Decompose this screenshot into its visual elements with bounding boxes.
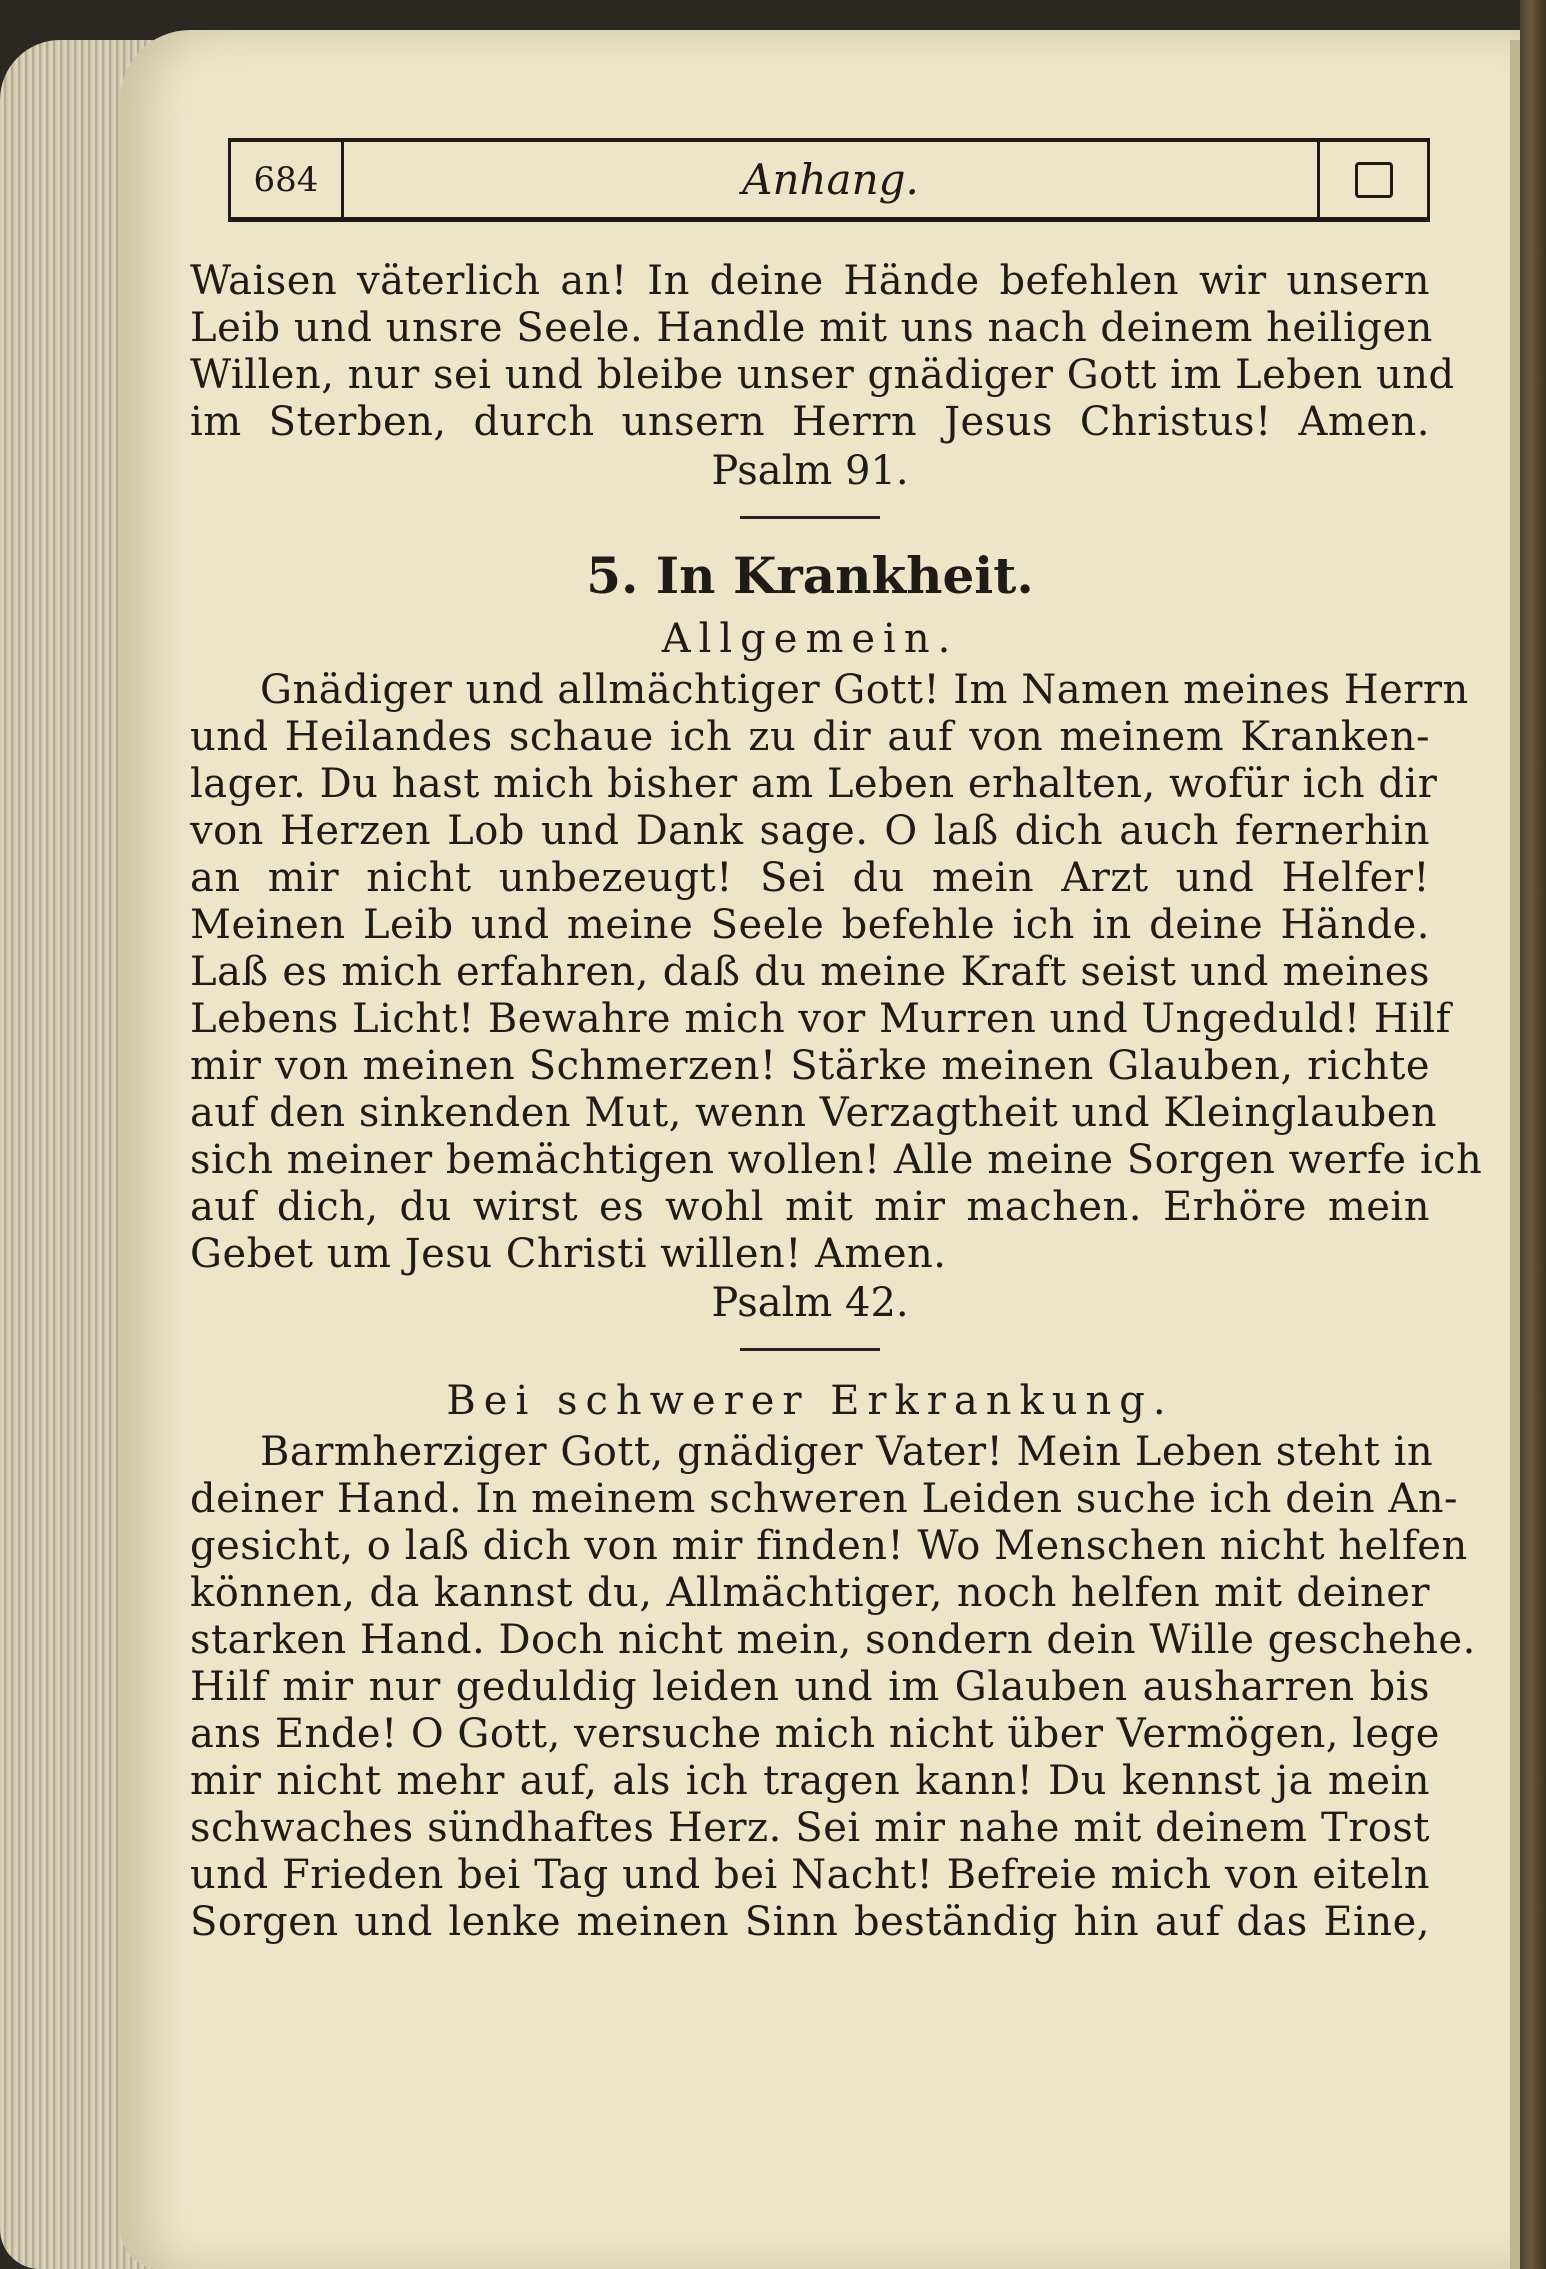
book-binding (1520, 0, 1546, 2269)
text-line: gesicht, o laß dich von mir finden! Wo Menschen nicht helfen (190, 1523, 1468, 1569)
divider (740, 1348, 880, 1351)
text-line: ans Ende! O Gott, versuche mich nicht über Vermögen, lege (190, 1711, 1440, 1757)
psalm-reference-1: Psalm 91. (711, 448, 909, 494)
text-line: an mir nicht unbezeugt! Sei du mein Arzt und Helfer! (190, 855, 1430, 901)
divider (740, 516, 880, 519)
text-line: Meinen Leib und meine Seele befehle ich in deine Hände. (190, 902, 1430, 948)
text-line: und Frieden bei Tag und bei Nacht! Befreie mich von eiteln (190, 1852, 1430, 1898)
running-header (228, 138, 1430, 222)
text-line: im Sterben, durch unsern Herrn Jesus Christus! Amen. (190, 399, 1430, 445)
text-line: lager. Du hast mich bisher am Leben erhalten, wofür ich dir (190, 761, 1438, 807)
text-line: Gebet um Jesu Christi willen! Amen. (190, 1231, 947, 1277)
text-line: deiner Hand. In meinem schweren Leiden suche ich dein An- (190, 1476, 1458, 1522)
text-line: Lebens Licht! Bewahre mich vor Murren und Ungeduld! Hilf (190, 996, 1451, 1042)
text-line: Waisen väterlich an! In deine Hände befehlen wir unsern (190, 258, 1430, 304)
square-symbol-icon (1355, 162, 1393, 198)
subheading-schwere-erkrankung: Bei schwerer Erkrankung. (446, 1378, 1174, 1424)
section-heading: 5. In Krankheit. (586, 546, 1034, 605)
facing-page-edge (1510, 40, 1520, 2269)
text-line: sich meiner bemächtigen wollen! Alle meine Sorgen werfe ich (190, 1137, 1483, 1183)
text-line: schwaches sündhaftes Herz. Sei mir nahe mit deinem Trost (190, 1805, 1430, 1851)
prayer-general (190, 667, 1483, 1278)
text-line: können, da kannst du, Allmächtiger, noch helfen mit deiner (190, 1570, 1430, 1616)
text-line: auf den sinkenden Mut, wenn Verzagtheit und Kleinglauben (190, 1090, 1438, 1136)
psalm-reference-2: Psalm 42. (711, 1280, 909, 1326)
text-line: von Herzen Lob und Dank sage. O laß dich auch fernerhin (190, 808, 1430, 854)
text-line: und Heilandes schaue ich zu dir auf von meinem Kranken- (190, 714, 1430, 760)
subheading-allgemein: Allgemein. (661, 616, 959, 662)
page-body (190, 258, 1483, 1946)
top-paragraph (190, 258, 1455, 446)
header-box (1317, 142, 1427, 217)
text-line: Sorgen und lenke meinen Sinn beständig hin auf das Eine, (190, 1899, 1430, 1945)
text-line: auf dich, du wirst es wohl mit mir machen. Erhöre mein (190, 1184, 1430, 1230)
text-line: Leib und unsre Seele. Handle mit uns nach deinem heiligen (190, 305, 1433, 351)
text-line: Laß es mich erfahren, daß du meine Kraft seist und meines (190, 949, 1430, 995)
text-line: Hilf mir nur geduldig leiden und im Glauben ausharren bis (190, 1664, 1430, 1710)
text-line: Barmherziger Gott, gnädiger Vater! Mein Leben steht in (260, 1429, 1434, 1475)
text-line: Gnädiger und allmächtiger Gott! Im Namen meines Herrn (260, 667, 1469, 713)
page-number: 684 (231, 142, 344, 217)
text-line: mir von meinen Schmerzen! Stärke meinen Glauben, richte (190, 1043, 1430, 1089)
text-line: Willen, nur sei und bleibe unser gnädiger Gott im Leben und (190, 352, 1455, 398)
text-line: mir nicht mehr auf, als ich tragen kann! Du kennst ja mein (190, 1758, 1430, 1804)
running-title: Anhang. (742, 155, 919, 204)
prayer-severe-illness (190, 1429, 1476, 1946)
text-line: starken Hand. Doch nicht mein, sondern dein Wille geschehe. (190, 1617, 1476, 1663)
